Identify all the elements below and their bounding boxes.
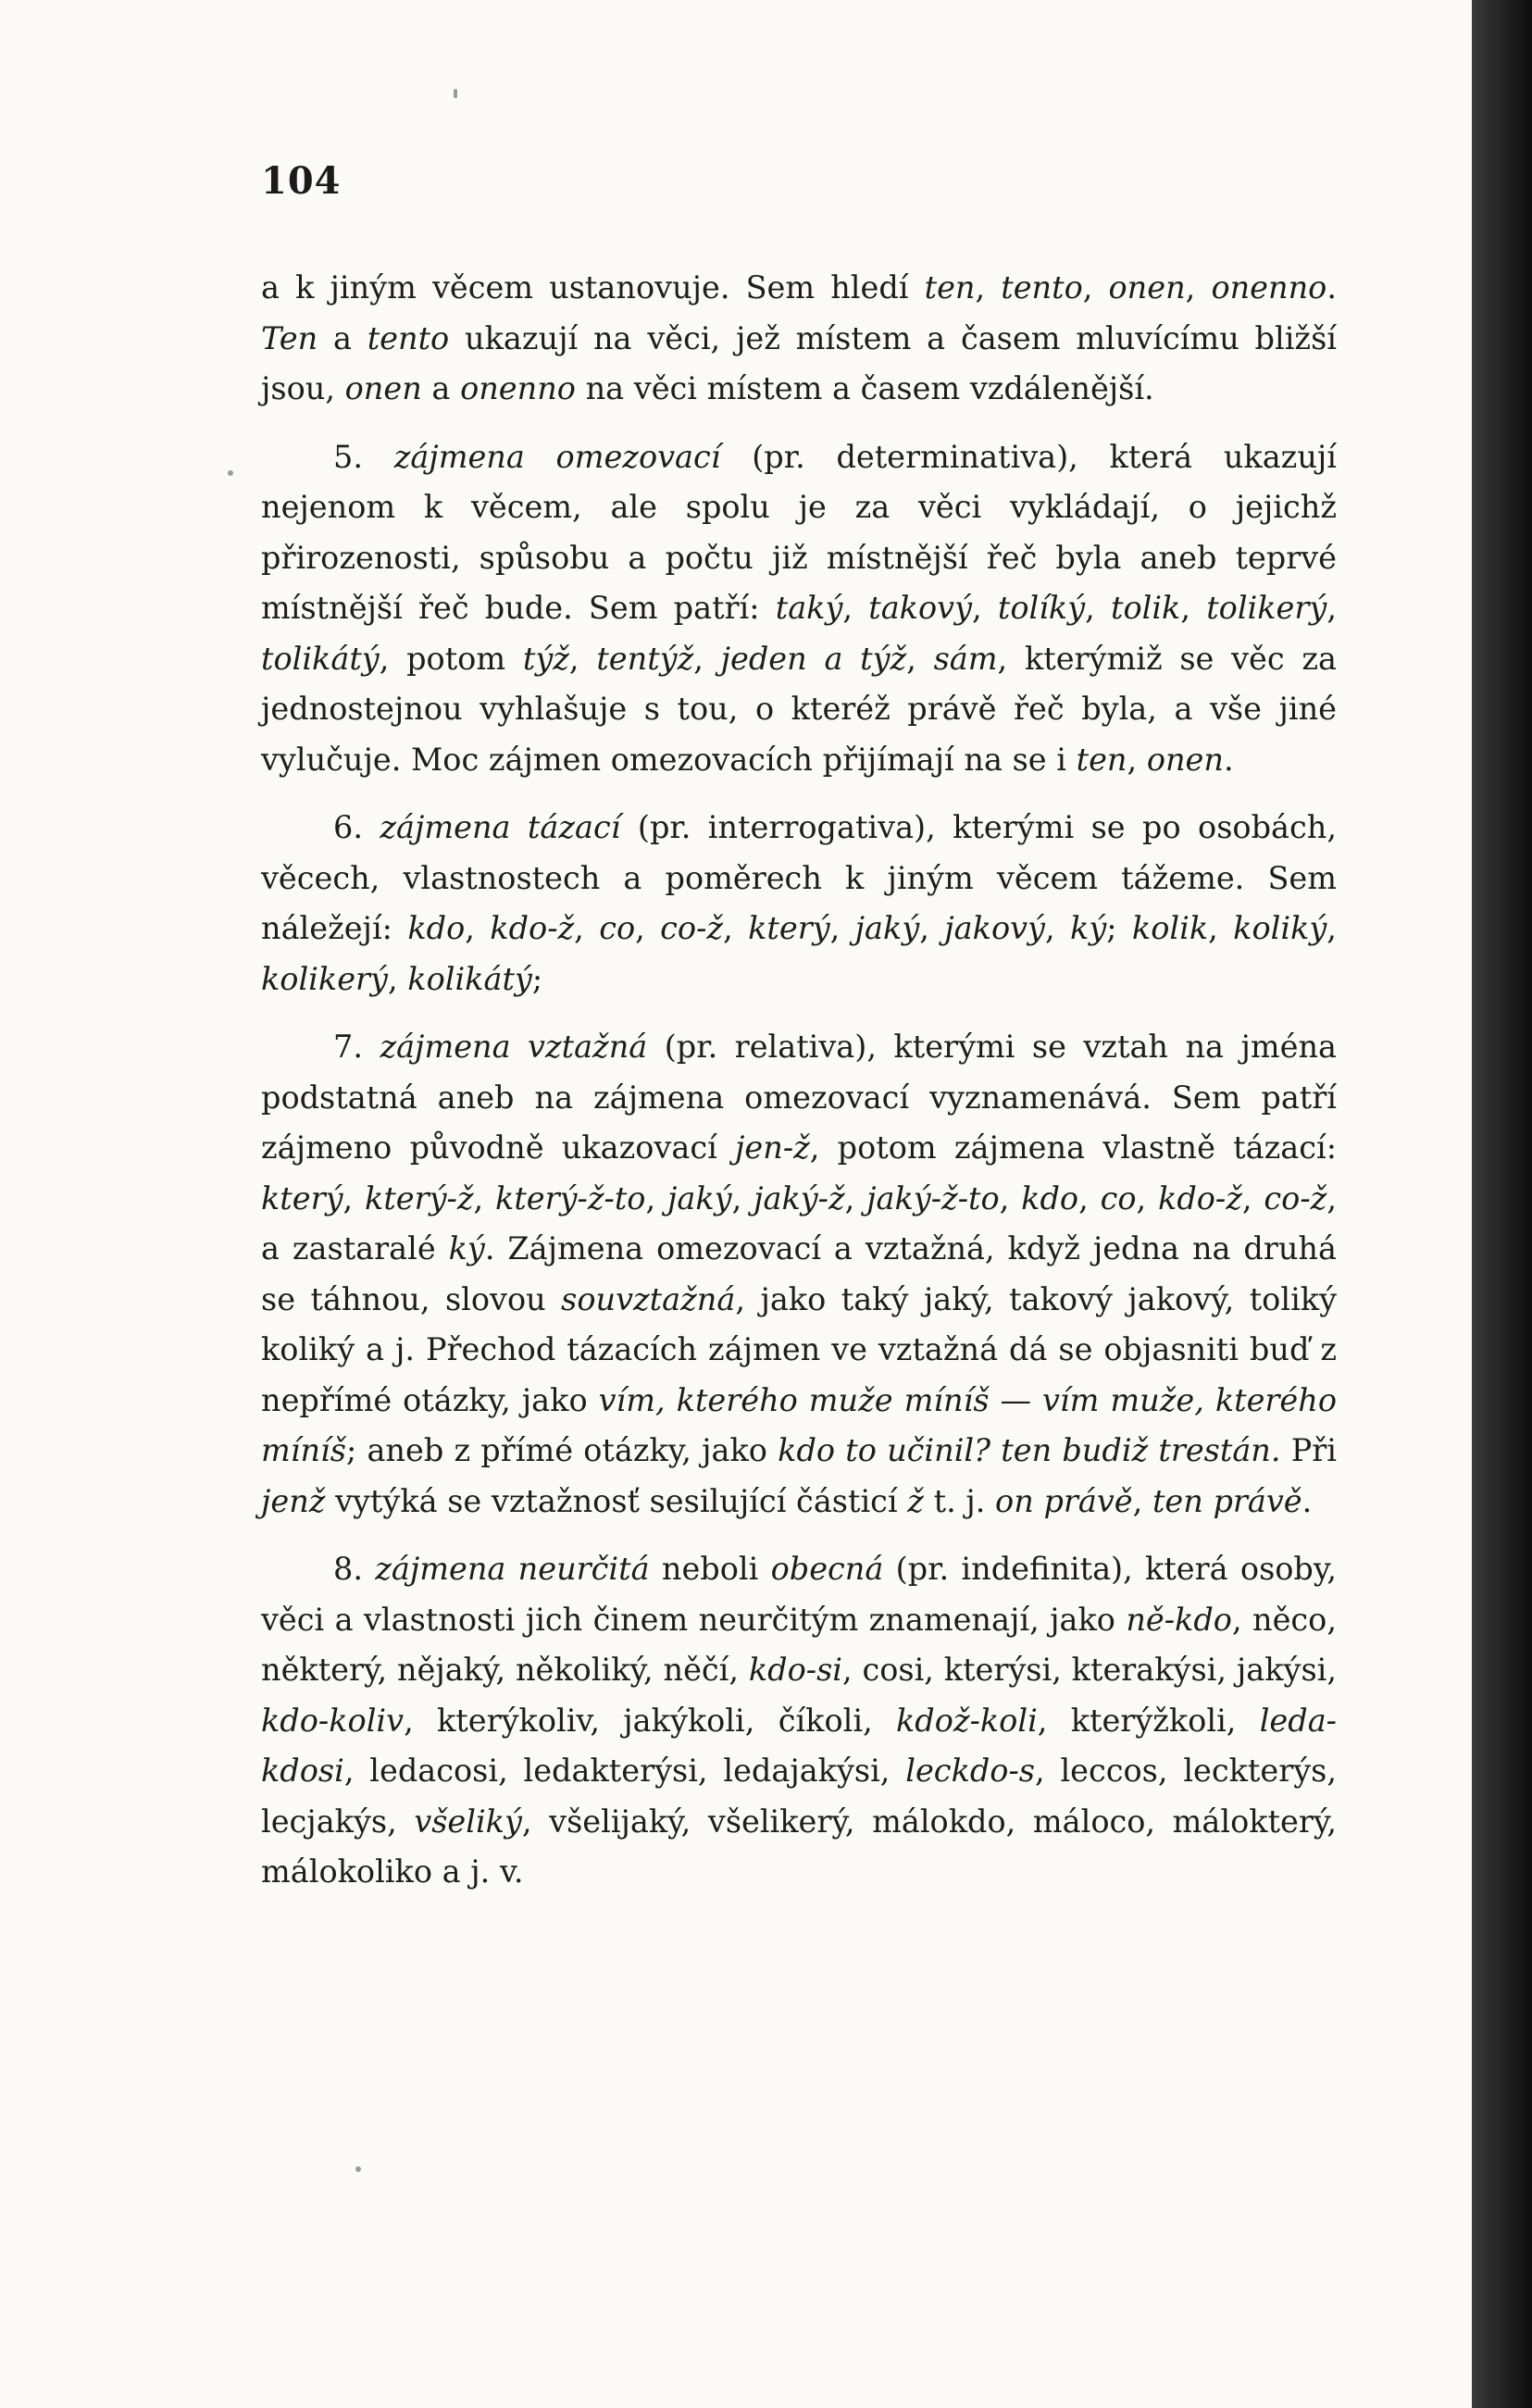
italic-term: který-ž xyxy=(365,1179,474,1216)
italic-term: všeliký xyxy=(414,1803,522,1840)
paper-speck xyxy=(355,2166,361,2172)
text-run: , kterýkoliv, jakýkoli, číkoli, xyxy=(404,1702,896,1739)
text-run: , xyxy=(1078,1179,1101,1216)
text-run: (pr. relativa), kterými se vztah na jména podstatná aneb na zájmena omezovací vyznamenává. Sem patří zájmeno původně ukazovací xyxy=(261,1029,1337,1166)
text-run: ; aneb z přímé otázky, jako xyxy=(345,1432,778,1468)
text-run: , xyxy=(842,590,869,626)
italic-term: kdož-koli xyxy=(896,1702,1038,1739)
italic-term: zájmena omezovací xyxy=(393,438,721,475)
text-run: . xyxy=(1326,269,1337,306)
text-run: , xyxy=(972,590,998,626)
italic-term: tento xyxy=(1001,269,1083,306)
text-run: , xyxy=(1241,1179,1264,1216)
italic-term: on právě xyxy=(995,1482,1133,1519)
italic-term: jakový xyxy=(944,910,1045,946)
text-run: , xyxy=(723,910,749,946)
text-run: . xyxy=(1223,741,1234,778)
italic-term: ně-kdo xyxy=(1126,1601,1232,1638)
italic-term: zájmena vztažná xyxy=(380,1029,648,1065)
italic-term: týž xyxy=(522,640,569,677)
italic-term: co-ž xyxy=(660,910,724,946)
italic-term: kdo to učinil? ten budiž trestán. xyxy=(778,1432,1281,1468)
text-run: , xyxy=(999,1179,1022,1216)
text-run: , xyxy=(1185,269,1212,306)
italic-term: sám xyxy=(933,640,998,677)
text-run: vytýká se vztažnosť sesilující částicí xyxy=(325,1482,908,1519)
text-run: , xyxy=(1082,269,1109,306)
italic-term: koliký xyxy=(1233,910,1327,946)
italic-term: jaký-ž xyxy=(754,1179,845,1216)
text-run: , leccos, leckterýs, lecjakýs, xyxy=(261,1753,1337,1840)
italic-term: který xyxy=(261,1179,343,1216)
text-run: , xyxy=(574,910,600,946)
paper-speck xyxy=(454,89,457,98)
text-run: a xyxy=(421,370,461,406)
italic-term: co-ž xyxy=(1264,1179,1327,1216)
paragraph-interrogative-pronouns xyxy=(261,803,1337,1004)
paragraph-relative-pronouns xyxy=(261,1022,1337,1527)
text-run: , jako taký jaký, takový jakový, toliký koliký a j. Přechod tázacích zájmen ve vztažná dá se objasniti buď z nepřímé otázky, jako xyxy=(261,1280,1338,1418)
text-run: , xyxy=(1208,910,1234,946)
text-run: , xyxy=(919,910,945,946)
text-run: , xyxy=(635,910,661,946)
italic-term: onenno xyxy=(460,370,576,406)
text-run: na věci místem a časem vzdálenější. xyxy=(575,370,1154,406)
italic-term: vím muže, kterého míníš xyxy=(261,1381,1337,1468)
text-run: 8. xyxy=(333,1551,376,1587)
text-run: , xyxy=(693,640,721,677)
italic-term: leda-kdosi xyxy=(261,1702,1337,1789)
italic-term: kolik xyxy=(1131,910,1209,946)
text-run: , xyxy=(1180,590,1207,626)
text-run: , xyxy=(465,910,491,946)
italic-term: jaký-ž-to xyxy=(866,1179,1000,1216)
text-run: , xyxy=(645,1179,667,1216)
italic-term: kdo-ž xyxy=(490,910,575,946)
italic-term: onen xyxy=(344,370,422,406)
text-run: , všelijaký, všelikerý, málokdo, máloco, málokterý, málokoliko a j. v. xyxy=(261,1803,1337,1890)
text-run: , xyxy=(343,1179,366,1216)
italic-term: kdo-ž xyxy=(1158,1179,1242,1216)
italic-term: tolikerý xyxy=(1206,590,1327,626)
text-run: , xyxy=(1326,910,1337,946)
paragraph-intro xyxy=(261,263,1337,415)
text-run: , xyxy=(844,1179,867,1216)
italic-term: leckdo-s xyxy=(905,1753,1035,1789)
text-run: (pr. determinativa), která ukazují nejenom k věcem, ale spolu je za věci vykládají, o jejichž přirozenosti, spůsobu a počtu již místnější řeč byla aneb teprvé místnější řeč bude. Sem patří: xyxy=(261,438,1338,626)
italic-term: jaký xyxy=(666,1179,732,1216)
italic-term: kdo-si xyxy=(748,1652,842,1688)
text-run: (pr. interrogativa), kterými se po osobách, věcech, vlastnostech a poměrech k jiným věcem tážeme. Sem náležejí: xyxy=(261,809,1337,946)
text-run: , xyxy=(1132,1482,1152,1519)
text-run: , xyxy=(1127,741,1147,778)
italic-term: kdo-koliv xyxy=(261,1702,405,1739)
text-run: , cosi, kterýsi, kterakýsi, jakýsi, xyxy=(842,1652,1337,1688)
text-run: 6. xyxy=(333,809,380,845)
italic-term: taký xyxy=(775,590,843,626)
text-run: 5. xyxy=(333,438,394,475)
italic-term: onen xyxy=(1108,269,1186,306)
text-run: , xyxy=(473,1179,496,1216)
text-run: , potom xyxy=(379,640,523,677)
page-number: 104 xyxy=(261,159,342,203)
italic-term: zájmena tázací xyxy=(380,809,621,845)
italic-term: tolikátý xyxy=(261,640,380,677)
text-run: a k jiným věcem ustanovuje. Sem hledí xyxy=(261,269,925,306)
italic-term: onenno xyxy=(1211,269,1327,306)
text-run: (pr. indefinita), která osoby, věci a vlastnosti jich činem neurčitým znamenají, jako xyxy=(261,1551,1337,1638)
text-run: , xyxy=(906,640,934,677)
italic-term: tolíký xyxy=(997,590,1086,626)
italic-term: jen-ž xyxy=(735,1129,810,1166)
text-run: , xyxy=(387,960,408,997)
italic-term: zájmena neurčitá xyxy=(375,1551,650,1587)
italic-term: Ten xyxy=(261,319,318,356)
text-run: 7. xyxy=(333,1029,380,1065)
text-run: , xyxy=(1326,590,1337,626)
italic-term: kolikerý xyxy=(261,960,388,997)
text-run: . Zájmena omezovací a vztažná, když jedna na druhá se táhnou, slovou xyxy=(261,1230,1337,1317)
italic-term: tolik xyxy=(1111,590,1181,626)
italic-term: jenž xyxy=(261,1482,326,1519)
paper-speck xyxy=(228,470,233,476)
italic-term: tentýž xyxy=(596,640,694,677)
italic-term: obecná xyxy=(770,1551,884,1587)
page-edge-shadow xyxy=(1472,0,1532,2408)
paragraph-indefinite-pronouns xyxy=(261,1544,1337,1898)
text-run: , xyxy=(1136,1179,1159,1216)
text-run: ; xyxy=(531,960,543,997)
italic-term: co xyxy=(599,910,636,946)
italic-term: jeden a týž xyxy=(720,640,907,677)
italic-term: který xyxy=(748,910,830,946)
italic-term: ten xyxy=(924,269,976,306)
text-run: . xyxy=(1302,1482,1313,1519)
text-run: t. j. xyxy=(923,1482,996,1519)
text-run: Při xyxy=(1280,1432,1337,1468)
italic-term: vím, kterého muže míníš xyxy=(598,1381,990,1418)
text-run: ; xyxy=(1106,910,1132,946)
body-text xyxy=(261,263,1337,1898)
italic-term: kolikátý xyxy=(407,960,532,997)
italic-term: ten xyxy=(1076,741,1127,778)
text-run: , potom zájmena vlastně tázací: xyxy=(809,1129,1337,1166)
italic-term: onen xyxy=(1146,741,1224,778)
text-run: ukazují na věci, jež místem a časem mluvícímu bližší jsou, xyxy=(261,319,1337,406)
text-run: , xyxy=(975,269,1002,306)
text-run: , kterýmiž se věc za jednostejnou vyhlašuje s tou, o kteréž právě řeč byla, a vše jiné vylučuje. Moc zájmen omezovacích přijímají na se i xyxy=(261,640,1337,778)
text-run: , něco, některý, nějaký, několiký, něčí, xyxy=(261,1601,1337,1688)
text-run: , xyxy=(731,1179,754,1216)
text-run: , a zastaralé xyxy=(261,1179,1337,1266)
italic-term: kdo xyxy=(407,910,466,946)
italic-term: ký xyxy=(1070,910,1107,946)
text-run: , xyxy=(829,910,855,946)
text-run: a xyxy=(318,319,367,356)
italic-term: tento xyxy=(367,319,450,356)
text-run: neboli xyxy=(649,1551,771,1587)
text-run: , kterýžkoli, xyxy=(1037,1702,1260,1739)
italic-term: který-ž-to xyxy=(495,1179,646,1216)
italic-term: souvztažná xyxy=(561,1280,736,1317)
text-run: — xyxy=(989,1381,1042,1418)
italic-term: takový xyxy=(868,590,973,626)
italic-term: ž xyxy=(907,1482,924,1519)
italic-term: ký xyxy=(448,1230,485,1266)
italic-term: kdo xyxy=(1021,1179,1079,1216)
text-run: , ledacosi, ledakterýsi, ledajakýsi, xyxy=(343,1753,906,1789)
text-run: , xyxy=(1044,910,1071,946)
text-run: , xyxy=(568,640,597,677)
text-run: , xyxy=(1085,590,1111,626)
paragraph-determinative-pronouns xyxy=(261,432,1337,786)
italic-term: co xyxy=(1100,1179,1137,1216)
italic-term: ten právě xyxy=(1152,1482,1302,1519)
italic-term: jaký xyxy=(854,910,920,946)
